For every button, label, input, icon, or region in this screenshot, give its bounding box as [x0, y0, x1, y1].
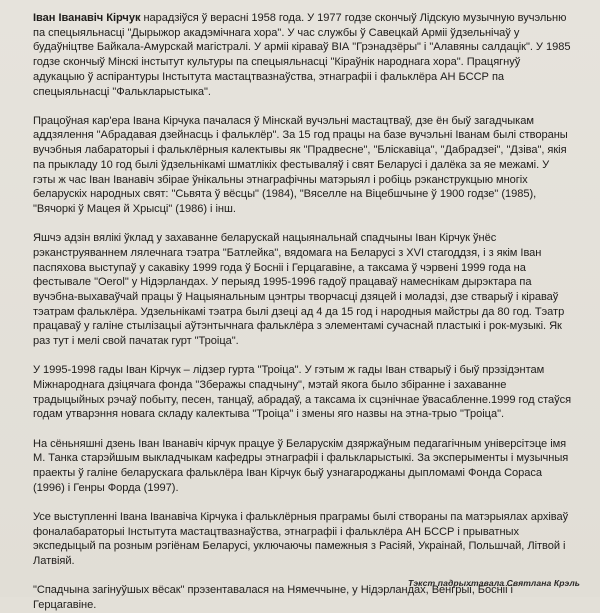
author-credit: Тэкст падрыхтавала Святлана Крэль — [407, 578, 580, 588]
paragraph-5: На сёньняшні дзень Іван Іванавіч кірчук працуе ў Беларускім дзяржаўным педагагічным універсітэце імя М. Танка старэйшым выкладчыкам кафедры этнаграфіі і фалькларыстыкі. За эксперыменты і музычныя праекты ў галіне беларускага фальклёра Іван Кірчук быў узнагароджаны дыпломамі Фонда Сораса (1996) і Генры Форда (1997). — [33, 437, 569, 494]
paragraph-3: Яшчэ адзін вялікі ўклад у захаванне беларускай нацыянальнай спадчыны Іван Кірчук ўнёс рэканструяваннем лялечнага тэатра "Батлейка", вядомага на Беларусі з XVI стагоддзя, і з якім Іван паспяхова выступаў у сакавіку 1999 года ў Босніі і Герцагавіне, а таксама ў чэрвені 1999 года на фестывале "Oerol" у Нідэрландах. У перыяд 1995-1996 гадоў працаваў намеснікам дырэктара па вучэбна-выхаваўчай працы ў Нацыянальным цэнтры творчасці дзяцей і моладзі, дзе стварыў і кіраваў тэатрам фальклёра. Удзельнікамі тэатра былі дзеці ад 4 да 15 год і народныя майстры да 80 год. Тэатр працаваў у галіне стылізацыі аўтэнтычнага фальклёра з элементамі сучаснай пластыкі і рок-музыкі. Як раз тут і мелі свой пачатак гурт "Троіца". — [33, 232, 565, 348]
paragraph-1 — [33, 11, 574, 99]
paragraph-6: Усе выступленні Івана Іванавіча Кірчука і фальклёрныя праграмы былі створаны па матэрыялах архіваў фоналабараторыі Інстытута мастацтвазнаўства, этнаграфіі і фальклёра АН БССР і прыватных экспедыцый па розным рэгіёнам Беларусі, уключаючы памежныя з Расіяй, Украінай, Польшчай, Літвой і Латвіяй. — [33, 510, 569, 567]
paragraph-1-lead: Іван Іванавіч Кірчук — [33, 12, 141, 24]
paragraph-1-text: нарадзіўся ў верасні 1958 года. У 1977 годзе скончыў Лідскую музычную вучэльню па спецыяльнасці "Дырыжор акадэмічнага хора". У час службы ў Савецкай Арміі ўдзельнічаў у будаўніцтве Байкала-Амурскай магістралі. У арміі кіраваў ВІА "Грэнадзёры" і "Алавяны салдацік". У 1985 годзе скончыў Мінскі інстытут культуры па спецыяльнасці "Кіраўнік народнага хора". Працягнуў адукацыю ў аспірантуры Інстытута мастацтвазнаўства, этнаграфіі і фальклёра АН БССР па спецыяльнасці "Фалькларыстыка". — [33, 12, 571, 98]
paragraph-2: Працоўная кар'ера Івана Кірчука пачалася ў Мінскай вучэльні мастацтваў, дзе ён быў загадчыкам аддзялення "Абрадавая дзейнасць і фальклёр". За 15 год працы на базе вучэльні Іванам былі створаны вучэбныя лабараторыі і фальклёрныя калектывы як "Прадвесне", "Бліскавіца", "Дабрадзеі", "Дзіва", якія па прыкладу 10 год былі ўдзельнікамі шматлікіх фестываляў і свят Беларусі і далёка за яе межамі. У гэты ж час Іван Іванавіч збірае ўнікальны этнаграфічны матэрыял і робіць рэканструкцыю многіх беларускіх народных свят: "Сьвята ў вёсцы" (1984), "Вяселле на Віцебшчыне ў 1900 годзе" (1985), "Вячоркі ў Мацея й Хрысці" (1986) і інш. — [33, 114, 568, 215]
paragraph-7: "Спадчына загінуўшых вёсак" прэзентавалася на Нямеччыне, у Нідэрландах, Венгрыі, Босніі і Герцагавіне. — [33, 584, 513, 611]
paragraph-4: У 1995-1998 гады Іван Кірчук – лідзер гурта "Троіца". У гэтым ж гады Іван стварыў і быў прэзідэнтам Міжнароднага дзіцячага фонда "Зберажы спадчыну", мэтай якога было збіранне і захаванне традыцыйных рэчаў побыту, песен, танцаў, абрадаў, а таксама іх сцэнічнае ўвасабленне.1999 год стаўся годам утварэння новага складу калектыва "Троіца" і змены яго назвы на этна-трыо "Троіца". — [33, 364, 572, 421]
